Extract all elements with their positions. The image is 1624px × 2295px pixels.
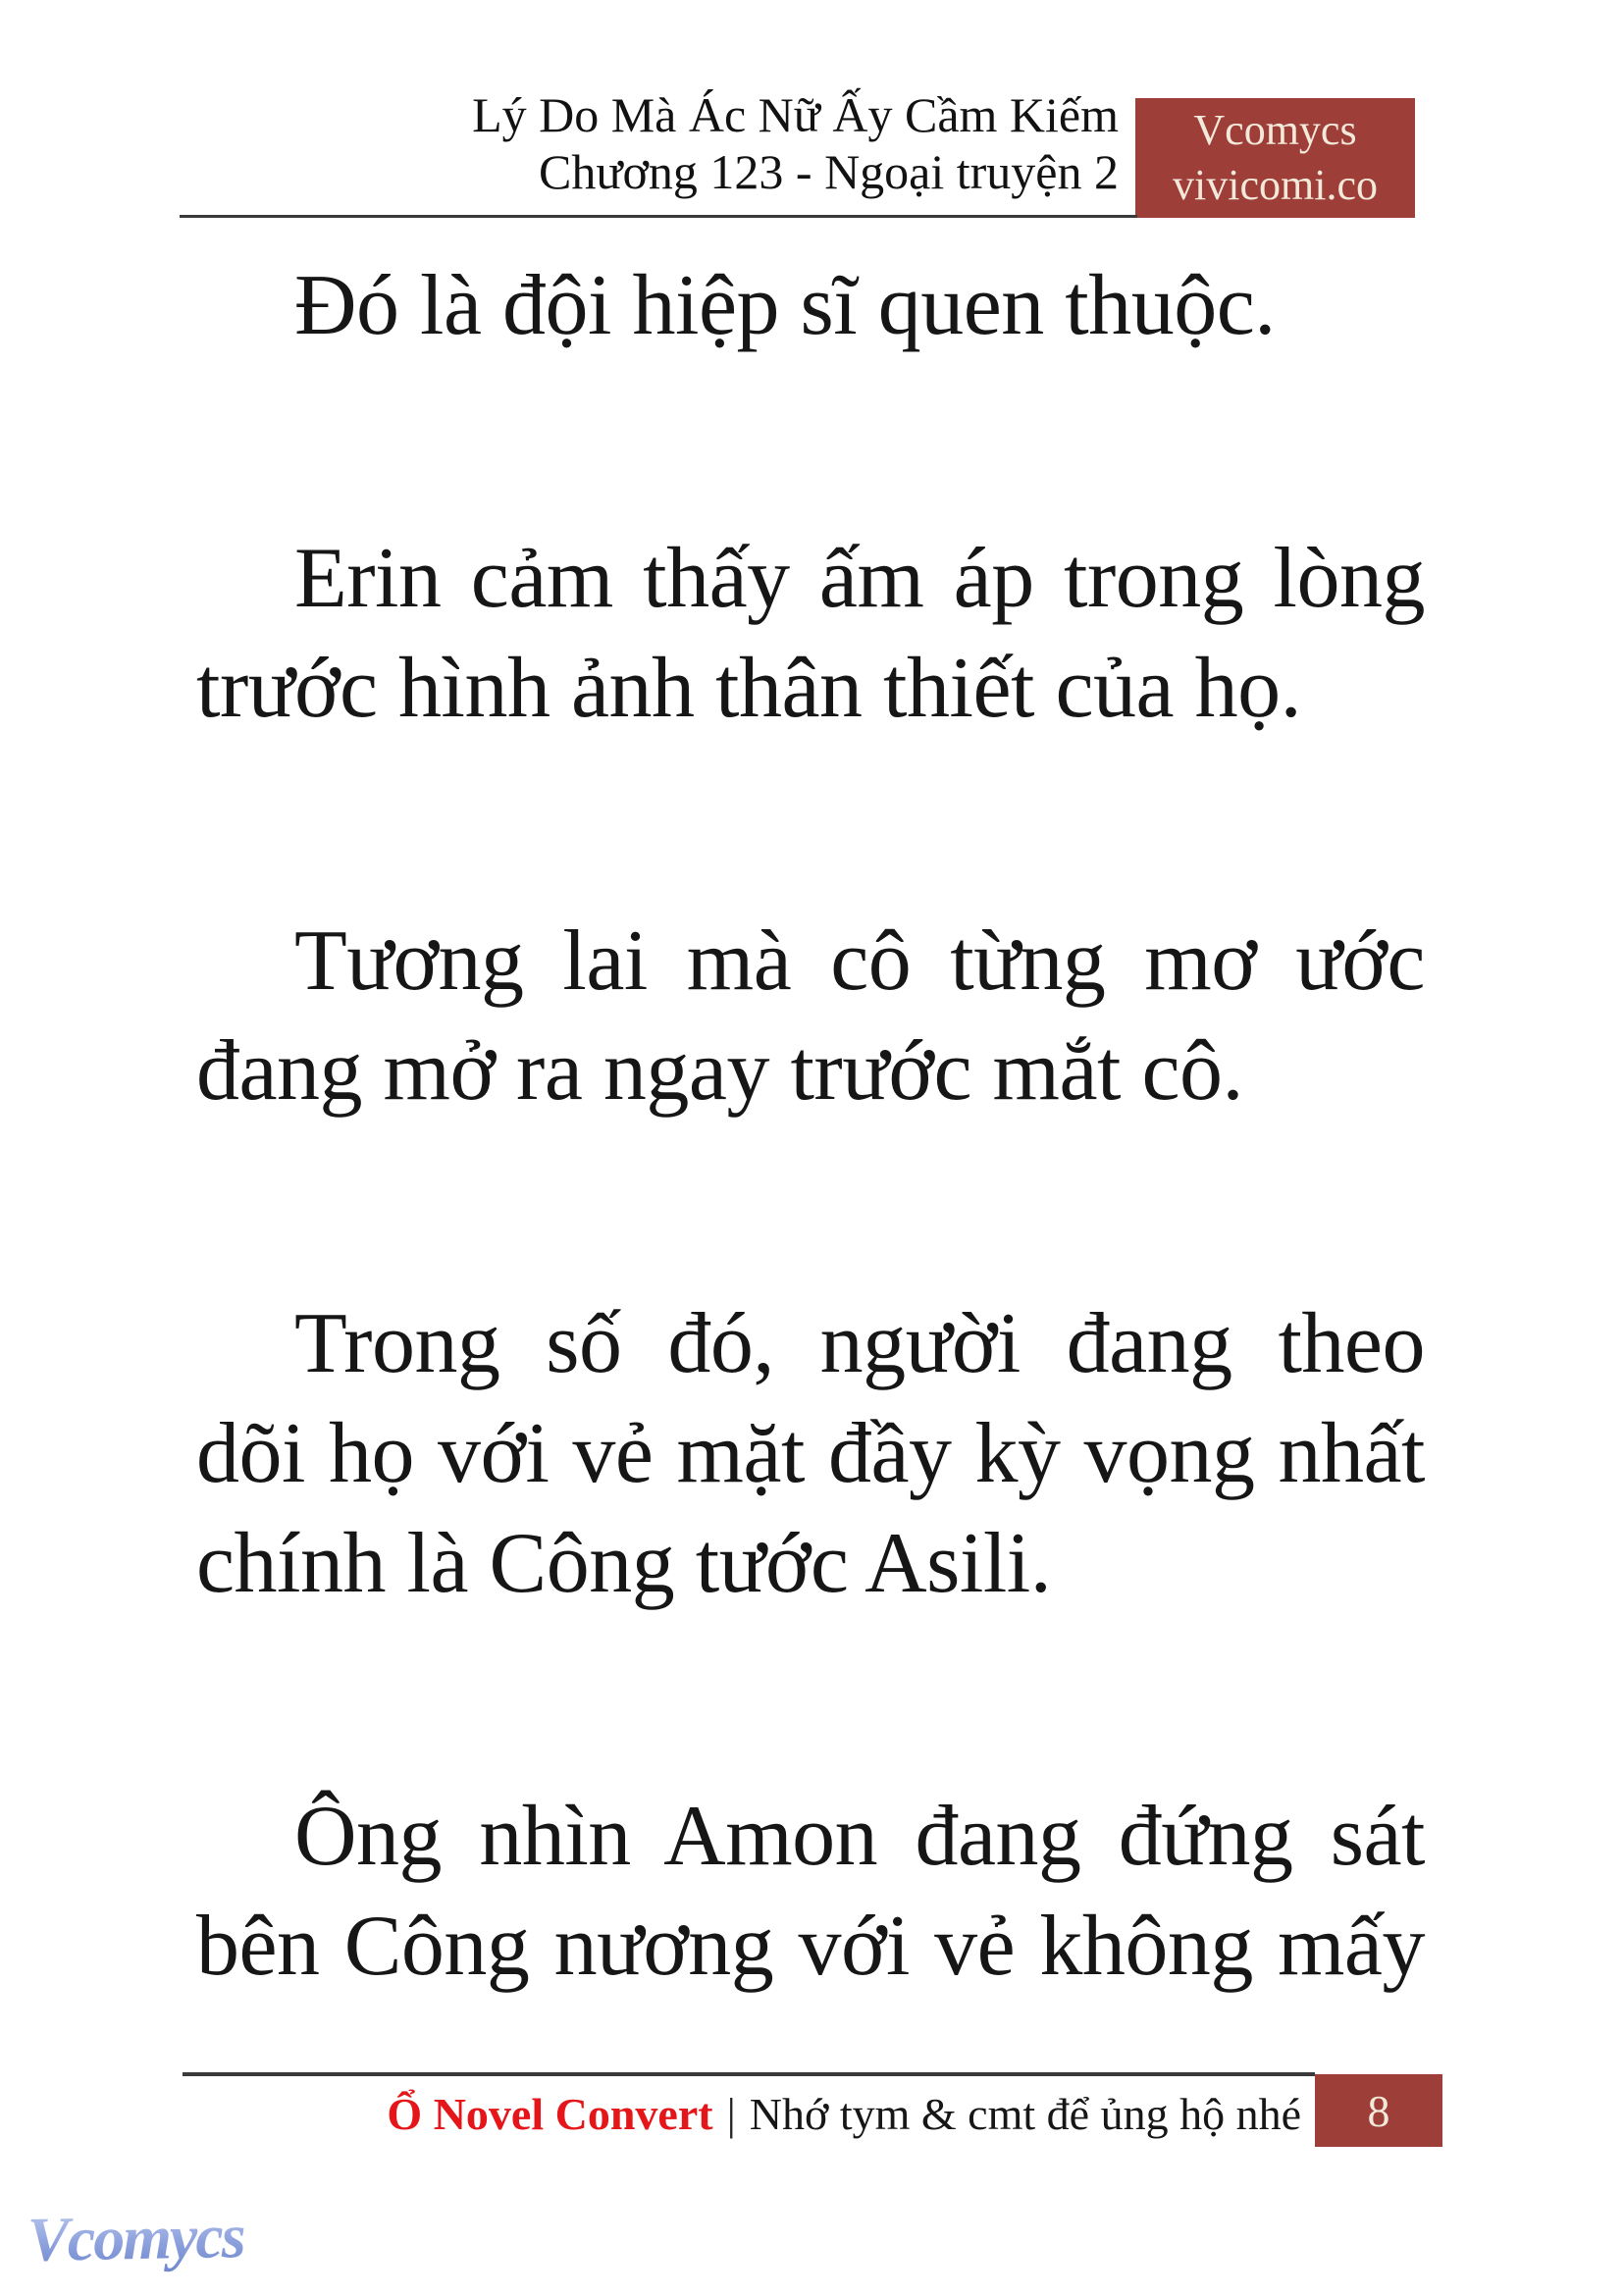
page-number: 8 [1367, 2085, 1390, 2136]
header-divider [180, 215, 1137, 218]
footer-support-note: Nhớ tym & cmt để ủng hộ nhé [749, 2088, 1301, 2139]
paragraph: Trong số đó, người đang theo dõi họ với vẻ mặt đầy kỳ vọng nhất chính là Công tước Asili. [196, 1296, 1425, 1611]
brand-site: vivicomi.co [1173, 161, 1378, 209]
footer-credit [196, 2076, 1301, 2151]
story-text [196, 251, 1425, 2165]
page-header [472, 86, 1119, 200]
footer-separator: | [726, 2088, 736, 2139]
footer-group-name: Ổ Novel Convert [387, 2088, 713, 2139]
series-title: Lý Do Mà Ác Nữ Ấy Cầm Kiếm [472, 87, 1119, 142]
paragraph: Đó là đội hiệp sĩ quen thuộc. [294, 258, 1276, 353]
paragraph: Ông nhìn Amon đang đứng sát bên Công nương với vẻ không mấy [196, 1789, 1425, 1994]
chapter-title: Chương 123 - Ngoại truyện 2 [539, 144, 1119, 199]
paragraph: Erin cảm thấy ấm áp trong lòng trước hình ảnh thân thiết của họ. [196, 531, 1425, 736]
brand-name: Vcomycs [1193, 106, 1357, 154]
page-number-badge [1315, 2074, 1442, 2147]
brand-badge [1135, 98, 1415, 218]
paragraph: Tương lai mà cô từng mơ ước đang mở ra ngay trước mắt cô. [196, 913, 1425, 1119]
vcomycs-watermark-logo: Vcomycs [26, 2201, 245, 2274]
